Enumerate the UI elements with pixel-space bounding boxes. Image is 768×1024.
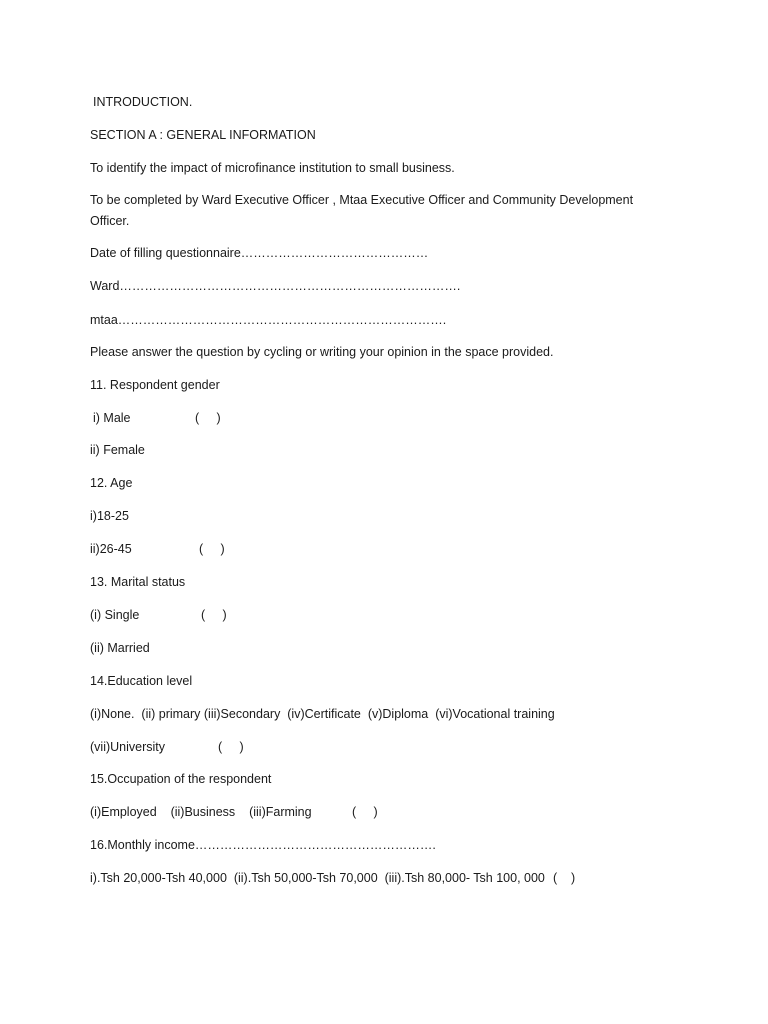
q12-question: 12. Age	[90, 476, 133, 490]
q12-answer-box[interactable]: ( )	[199, 542, 225, 556]
instruction-text: Please answer the question by cycling or writing your opinion in the space provided.	[90, 345, 554, 359]
q16-answer-box[interactable]: ( )	[553, 871, 576, 885]
q16-options: i).Tsh 20,000-Tsh 40,000 (ii).Tsh 50,000-Tsh 70,000 (iii).Tsh 80,000- Tsh 100, 000	[90, 871, 545, 885]
q14-answer-box[interactable]: ( )	[218, 740, 244, 754]
mtaa-field: mtaa…………………………………………………………………….	[90, 313, 447, 327]
date-field: Date of filling questionnaire………………………………………	[90, 246, 429, 260]
q15-answer-box[interactable]: ( )	[352, 805, 378, 819]
q13-option-married: (ii) Married	[90, 641, 150, 655]
q14-question: 14.Education level	[90, 674, 193, 688]
completed-by-text: To be completed by Ward Executive Officer , Mtaa Executive Officer and Community Development Officer.	[90, 193, 634, 228]
section-a-heading: SECTION A : GENERAL INFORMATION	[90, 128, 316, 142]
intro-heading: INTRODUCTION.	[93, 95, 193, 109]
q15-question: 15.Occupation of the respondent	[90, 772, 272, 786]
q12-option-2: ii)26-45	[90, 542, 132, 556]
q13-option-single: (i) Single	[90, 608, 140, 622]
ward-field: Ward……………………………………………………………………….	[90, 279, 461, 293]
q12-option-1: i)18-25	[90, 509, 129, 523]
q14-options-line2: (vii)University	[90, 740, 165, 754]
q11-question: 11. Respondent gender	[90, 378, 220, 392]
objective-text: To identify the impact of microfinance institution to small business.	[90, 161, 455, 175]
q13-question: 13. Marital status	[90, 575, 186, 589]
q11-option-female: ii) Female	[90, 443, 145, 457]
q13-answer-box[interactable]: ( )	[201, 608, 227, 622]
q15-options: (i)Employed (ii)Business (iii)Farming	[90, 805, 312, 819]
q11-answer-box[interactable]: ( )	[195, 411, 221, 425]
q16-question: 16.Monthly income………………………………………………….	[90, 838, 436, 852]
q14-options-line1: (i)None. (ii) primary (iii)Secondary (iv)Certificate (v)Diploma (vi)Vocational training	[90, 707, 555, 721]
q11-option-male: i) Male	[93, 411, 131, 425]
